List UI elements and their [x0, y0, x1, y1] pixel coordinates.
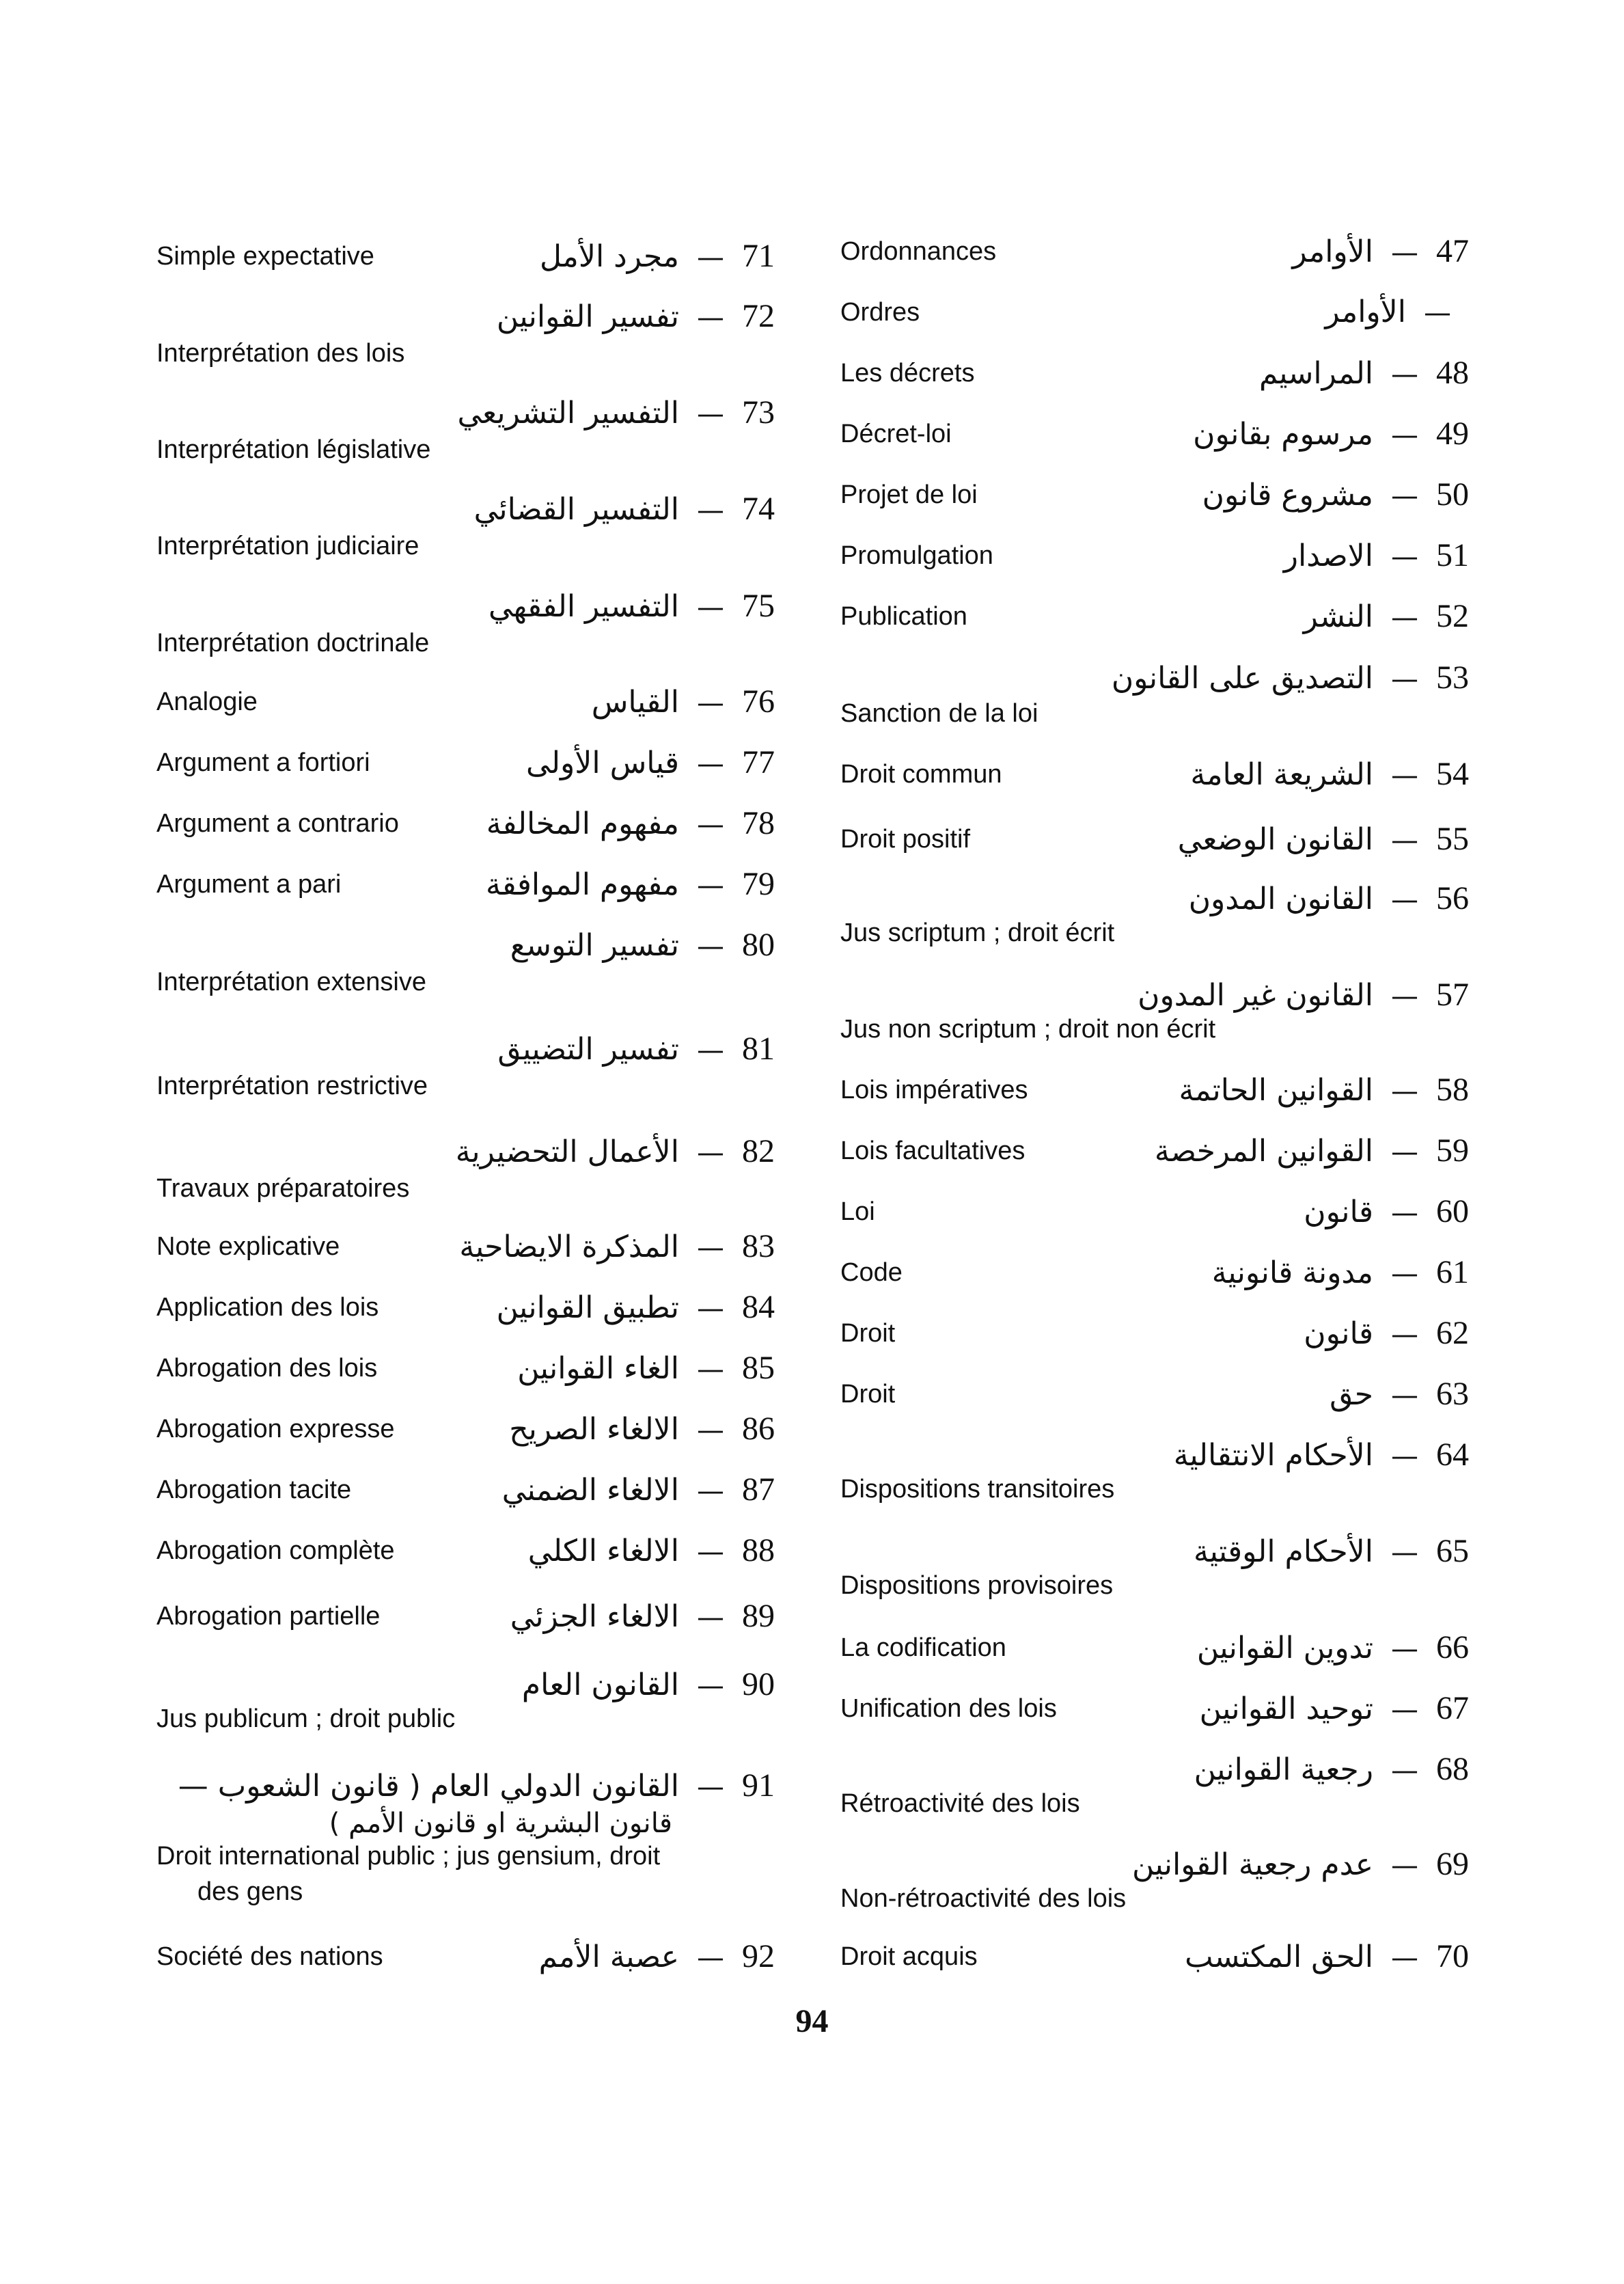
french-term: La codification — [840, 1633, 1006, 1662]
dash: — — [697, 1232, 724, 1264]
dash: — — [697, 1035, 724, 1066]
dash: — — [697, 870, 724, 901]
french-term: Interprétation doctrinale — [156, 629, 430, 657]
dash: — — [697, 688, 724, 719]
french-term: Code — [840, 1258, 903, 1287]
entry-number: 89 — [742, 1598, 775, 1634]
french-term: Interprétation judiciaire — [156, 532, 419, 560]
arabic-term: عصبة الأمم — [538, 1940, 679, 1974]
french-term: Unification des lois — [840, 1694, 1057, 1723]
french-term: Promulgation — [840, 541, 993, 570]
dash: — — [1391, 541, 1418, 573]
french-term: Jus non scriptum ; droit non écrit — [840, 1015, 1216, 1044]
dash: — — [697, 1942, 724, 1974]
arabic-term: المراسيم — [1259, 356, 1373, 391]
arabic-term: التصديق على القانون — [1111, 661, 1373, 696]
french-term: Simple expectative — [156, 242, 374, 271]
french-term: Lois impératives — [840, 1076, 1028, 1104]
dash: — — [697, 398, 724, 430]
entry-number: 49 — [1436, 416, 1469, 452]
entry-number: 53 — [1436, 660, 1469, 696]
entry-number: 61 — [1436, 1254, 1469, 1290]
french-term: Loi — [840, 1197, 875, 1226]
entry-number: 70 — [1436, 1938, 1469, 1974]
french-term: Jus publicum ; droit public — [156, 1704, 456, 1733]
dash: — — [1391, 1537, 1418, 1568]
french-term: Analogie — [156, 688, 258, 716]
french-term: Travaux préparatoires — [156, 1174, 410, 1203]
entry-number: 82 — [742, 1133, 775, 1169]
dash: — — [697, 1293, 724, 1324]
arabic-term: تفسير القوانين — [496, 299, 679, 334]
arabic-term: الأوامر — [1325, 295, 1406, 329]
french-term: Les décrets — [840, 359, 975, 388]
arabic-term: تدوين القوانين — [1196, 1631, 1373, 1666]
entry-number: 62 — [1436, 1315, 1469, 1351]
dash: — — [1391, 1319, 1418, 1350]
arabic-term: الأعمال التحضيرية — [455, 1134, 679, 1169]
dash: — — [1391, 1197, 1418, 1229]
arabic-term-continuation: قانون البشرية او قانون الأمم ) — [329, 1808, 672, 1839]
french-term: Interprétation législative — [156, 435, 431, 464]
arabic-term: النشر — [1303, 599, 1373, 634]
french-term: Note explicative — [156, 1232, 340, 1261]
dash: — — [1391, 1258, 1418, 1290]
french-term: Décret-loi — [840, 420, 952, 448]
french-term: Interprétation restrictive — [156, 1072, 428, 1100]
french-term: Abrogation partielle — [156, 1602, 381, 1631]
arabic-term: القانون الدولي العام ( قانون الشعوب — — [178, 1769, 679, 1804]
arabic-term: الحق المكتسب — [1185, 1940, 1373, 1974]
entry-number: 68 — [1436, 1751, 1469, 1787]
arabic-term: الأحكام الوقتية — [1194, 1534, 1373, 1569]
entry-number: 87 — [742, 1471, 775, 1508]
dash: — — [1391, 420, 1418, 451]
french-term: Non-rétroactivité des lois — [840, 1884, 1127, 1913]
entry-number: 72 — [742, 298, 775, 334]
french-term: Rétroactivité des lois — [840, 1789, 1080, 1818]
french-term: Argument a contrario — [156, 809, 399, 838]
entry-number: 91 — [742, 1767, 775, 1804]
entry-number: 60 — [1436, 1193, 1469, 1229]
entry-number: 71 — [742, 238, 775, 274]
entry-number: 84 — [742, 1289, 775, 1325]
french-term: Interprétation des lois — [156, 339, 405, 368]
arabic-term: مفهوم المخالفة — [486, 806, 679, 841]
french-term: Abrogation des lois — [156, 1354, 378, 1383]
french-term: Argument a fortiori — [156, 748, 370, 777]
arabic-term: عدم رجعية القوانين — [1132, 1847, 1373, 1882]
entry-number: 88 — [742, 1532, 775, 1568]
entry-number: 69 — [1436, 1846, 1469, 1882]
entry-number: 79 — [742, 866, 775, 902]
dash: — — [1391, 1633, 1418, 1665]
dash: — — [697, 1670, 724, 1702]
arabic-term: مجرد الأمل — [539, 239, 679, 274]
arabic-term: مفهوم الموافقة — [486, 867, 679, 902]
dash: — — [1391, 1850, 1418, 1881]
entry-number: 85 — [742, 1350, 775, 1386]
dash: — — [1391, 760, 1418, 791]
arabic-term: المذكرة الايضاحية — [459, 1229, 679, 1264]
entry-number: 65 — [1436, 1533, 1469, 1569]
dash: — — [1391, 1441, 1418, 1472]
arabic-term: حق — [1330, 1377, 1373, 1412]
french-term: Droit positif — [840, 825, 971, 854]
arabic-term: القوانين الحاتمة — [1179, 1073, 1373, 1108]
arabic-term: الأوامر — [1292, 234, 1373, 269]
french-term: Lois facultatives — [840, 1137, 1026, 1165]
dash: — — [1391, 664, 1418, 695]
page-number: 94 — [795, 2003, 829, 2039]
dash: — — [1391, 1694, 1418, 1726]
dash: — — [697, 931, 724, 962]
entry-number: 81 — [742, 1031, 775, 1067]
entry-number: 67 — [1436, 1690, 1469, 1726]
entry-number: 59 — [1436, 1132, 1469, 1169]
dash: — — [697, 748, 724, 780]
arabic-term: القوانين المرخصة — [1154, 1134, 1373, 1169]
french-term: Ordres — [840, 298, 920, 327]
dash: — — [1391, 602, 1418, 634]
arabic-term: الأحكام الانتقالية — [1173, 1438, 1373, 1473]
french-term: Ordonnances — [840, 237, 997, 266]
arabic-term: الالغاء الجزئي — [510, 1599, 679, 1634]
dash: — — [697, 242, 724, 273]
french-term: Jus scriptum ; droit écrit — [840, 919, 1115, 947]
entry-number: 47 — [1436, 233, 1469, 269]
entry-number: 54 — [1436, 756, 1469, 792]
entry-number: 92 — [742, 1938, 775, 1974]
arabic-term: التفسير التشريعي — [457, 396, 679, 431]
arabic-term: القياس — [591, 685, 679, 720]
arabic-term: الشريعة العامة — [1190, 757, 1373, 792]
dash: — — [1391, 884, 1418, 916]
dash: — — [697, 1354, 724, 1385]
dash: — — [1391, 1380, 1418, 1411]
entry-number: 80 — [742, 927, 775, 963]
dash: — — [697, 1476, 724, 1507]
entry-number: 83 — [742, 1228, 775, 1264]
entry-number: 73 — [742, 394, 775, 431]
entry-number: 48 — [1436, 355, 1469, 391]
entry-number: 78 — [742, 805, 775, 841]
arabic-term: الاصدار — [1283, 539, 1373, 573]
entry-number: 74 — [742, 491, 775, 527]
entry-number: 55 — [1436, 821, 1469, 857]
entry-number: 64 — [1436, 1437, 1469, 1473]
dash: — — [1424, 297, 1451, 329]
dash: — — [1391, 480, 1418, 512]
glossary-entry — [156, 1762, 775, 1912]
dash: — — [1391, 1942, 1418, 1974]
arabic-term: الغاء القوانين — [517, 1351, 679, 1386]
french-term: Dispositions provisoires — [840, 1571, 1114, 1600]
arabic-term: القانون العام — [521, 1668, 679, 1702]
arabic-term: التفسير الفقهي — [488, 589, 679, 624]
dash: — — [697, 1137, 724, 1169]
arabic-term: قانون — [1304, 1316, 1373, 1351]
entry-number: 76 — [742, 683, 775, 720]
arabic-term: التفسير القضائي — [473, 492, 679, 527]
french-term: Droit commun — [840, 760, 1002, 789]
entry-number: 50 — [1436, 476, 1469, 513]
french-term: Société des nations — [156, 1942, 383, 1971]
french-term: Dispositions transitoires — [840, 1475, 1115, 1504]
arabic-term: تفسير التضييق — [497, 1032, 679, 1067]
entry-number: 75 — [742, 588, 775, 624]
arabic-term: مرسوم بقانون — [1193, 417, 1373, 452]
dash: — — [1391, 981, 1418, 1012]
dash: — — [1391, 359, 1418, 390]
french-term: Argument a pari — [156, 870, 342, 899]
french-term: Abrogation expresse — [156, 1415, 395, 1443]
arabic-term: القانون غير المدون — [1138, 978, 1373, 1013]
arabic-term: تفسير التوسع — [510, 928, 679, 963]
arabic-term: قانون — [1304, 1195, 1373, 1229]
french-term: Projet de loi — [840, 480, 978, 509]
dash: — — [697, 1415, 724, 1446]
french-term: Droit international public ; jus gensium, droit — [156, 1842, 661, 1871]
arabic-term: مشروع قانون — [1202, 478, 1373, 513]
arabic-term: الالغاء الضمني — [501, 1473, 679, 1508]
dash: — — [697, 1771, 724, 1803]
arabic-term: رجعية القوانين — [1194, 1752, 1373, 1787]
dash: — — [1391, 1137, 1418, 1168]
dash: — — [1391, 237, 1418, 269]
entry-number: 56 — [1436, 880, 1469, 916]
french-term: Abrogation complète — [156, 1536, 395, 1565]
arabic-term: تطبيق القوانين — [496, 1290, 679, 1325]
french-term: Droit — [840, 1319, 896, 1348]
entry-number: 90 — [742, 1666, 775, 1702]
french-term: Sanction de la loi — [840, 699, 1038, 728]
french-term: Droit — [840, 1380, 896, 1409]
entry-number: 57 — [1436, 977, 1469, 1013]
entry-number: 52 — [1436, 598, 1469, 634]
entry-number: 66 — [1436, 1629, 1469, 1666]
entry-number: 86 — [742, 1411, 775, 1447]
arabic-term: قياس الأولى — [525, 746, 679, 780]
entry-number: 51 — [1436, 537, 1469, 573]
arabic-term: القانون المدون — [1188, 882, 1373, 916]
dash: — — [1391, 1076, 1418, 1107]
arabic-term: القانون الوضعي — [1177, 822, 1373, 857]
dash: — — [697, 1536, 724, 1568]
arabic-term: الالغاء الكلي — [527, 1534, 679, 1568]
entry-number: 63 — [1436, 1376, 1469, 1412]
dash: — — [697, 495, 724, 526]
arabic-term: مدونة قانونية — [1211, 1255, 1373, 1290]
entry-number: 77 — [742, 744, 775, 780]
french-term: Publication — [840, 602, 967, 631]
dash: — — [697, 302, 724, 334]
dash: — — [1391, 1755, 1418, 1786]
arabic-term: الالغاء الصريح — [509, 1412, 679, 1447]
dash: — — [697, 809, 724, 841]
arabic-term: توحيد القوانين — [1199, 1691, 1373, 1726]
dash: — — [1391, 825, 1418, 856]
french-term: Application des lois — [156, 1293, 379, 1322]
french-term: Droit acquis — [840, 1942, 978, 1971]
french-term: Interprétation extensive — [156, 968, 427, 996]
dash: — — [697, 592, 724, 623]
entry-number: 58 — [1436, 1072, 1469, 1108]
french-term-continuation: des gens — [197, 1877, 303, 1906]
dash: — — [697, 1602, 724, 1633]
french-term: Abrogation tacite — [156, 1476, 352, 1504]
